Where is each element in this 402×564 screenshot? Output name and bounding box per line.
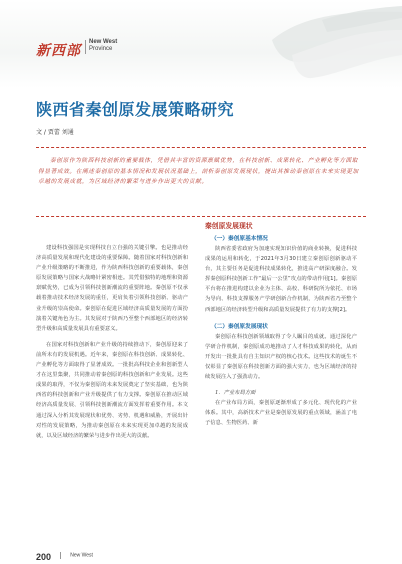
page-number: 200 xyxy=(36,552,52,562)
left-column xyxy=(36,243,188,447)
section-heading: 秦创原发展现状 xyxy=(205,222,253,230)
logo-divider xyxy=(85,40,86,54)
footer-divider xyxy=(60,552,61,559)
logo-english-line1: New West xyxy=(89,39,118,45)
body-paragraph: 秦创原在科技创新领域取得了令人瞩目的成就。通过深化产学研合作机制，秦创原成功地推动了人才科技成果的转化，从而开发出一批批具有自主知识产权的核心技术。这些技术的诞生不仅彰显了秦创原在科技创新方面的强大实力，也为区域经济的持续发展注入了强劲动力。 xyxy=(205,333,357,381)
subsection-heading: （一）秦创原基本情况 xyxy=(211,236,268,242)
abstract-box xyxy=(36,147,366,217)
body-paragraph: 陕西省委省政府为加速实现知识价值的商业转换，促进科技成果的运用和转化，于2021年3月30日建立秦创原创新驱动平台，其主要任务是促进科技成果转化，推进高产研深度融合。发挥秦创原科技创新工作“最后一公里”攻点的带动作用[1]。秦创原平台将在推进构建以企业为主体、高校、科研院所为依托、市场为导向、科技支撑服务产学研创新合作机制，为陕西省乃至整个西部地区的经济转型升级和高质量发展提供了有力的支撑[2]。 xyxy=(205,246,357,313)
abstract-text: 秦创原作为陕西科技创新的重要载体，凭借其丰富的资源禀赋优势，在科技创新、成果转化、产业孵化等方面取得显著成效。在阐述秦创原的基本情况和发展状况基础上，剖析秦创原发展现状，提出其推动秦创原在未来实现更加卓越的发展成就，为区域经济的繁荣与进步作出更大的贡献。 xyxy=(38,158,359,185)
article-byline: 文 / 贾蕾 刘通 xyxy=(36,129,74,136)
subsection-heading: （二）秦创原发展现状 xyxy=(211,323,268,330)
page-footer xyxy=(36,545,93,564)
footer-brand: New West xyxy=(70,552,93,559)
ink-brush-decoration xyxy=(252,0,402,92)
magazine-logo: 新西部 xyxy=(36,43,81,59)
logo-english-line2: Province xyxy=(89,46,113,52)
right-column xyxy=(205,220,357,434)
body-paragraph: 在国家对科技创新和产业升级的持续推动下，秦创原迎来了前所未有的发展机遇。近年来，秦创原在科技创新、成果转化、产业孵化等方面取得了显著成效。一批批高科技企业和创新型人才在这里集聚，共同推动着秦创原的科技创新和产业发展。这些成果的取得，不仅为秦创原的未来发展奠定了坚实基础，也为陕西省的科技创新和产业升级提供了有力支撑。秦创原在推动区域经济高质量发展、引领科技创新潮流方面发挥着重要作用。本文通过深入分析其发展现状和优势、劣势、机遇和威胁，开展出针对性的发展策略，为推动秦创原在未来实现更加卓越的发展成就，以及区域经济的繁荣与进步作出更大的贡献。 xyxy=(36,341,188,439)
logo-english xyxy=(89,39,117,53)
article-title: 陕西省秦创原发展策略研究 xyxy=(36,100,235,119)
body-paragraph: 建设科技强国是实现科技自立自强的关键引擎。也是推动经济高质量发展和现代化建设的重要保障。随着国家对科技创新和产业升级策略的不断推进，作为陕西科技创新的重要载体，秦创原发展策略与国家大战略针紧密相连。其凭借独特的地理和资源禀赋优势，已成为引领科技创新潮流的重要阵地。秦创原不仅承载着推动技术经济发展的重任，更肩负着引领科技创新、驱动产业升级的崇高使命。秦创原在促进区域经济高质量发展的方面扮演着关键角色为主。其发展对于陕西乃至整个西部地区的经济转型升级和高质量发展具有重要意义。 xyxy=(36,245,188,332)
subsubsection-heading: 1．产业布局方面 xyxy=(215,390,256,397)
body-paragraph: 在产业布局方面，秦创原逐渐形成了多元化、现代化的产业体系。其中，高新技术产业是秦创原发展的重点领域，涵盖了电子信息、生物医药、新 xyxy=(205,400,357,427)
